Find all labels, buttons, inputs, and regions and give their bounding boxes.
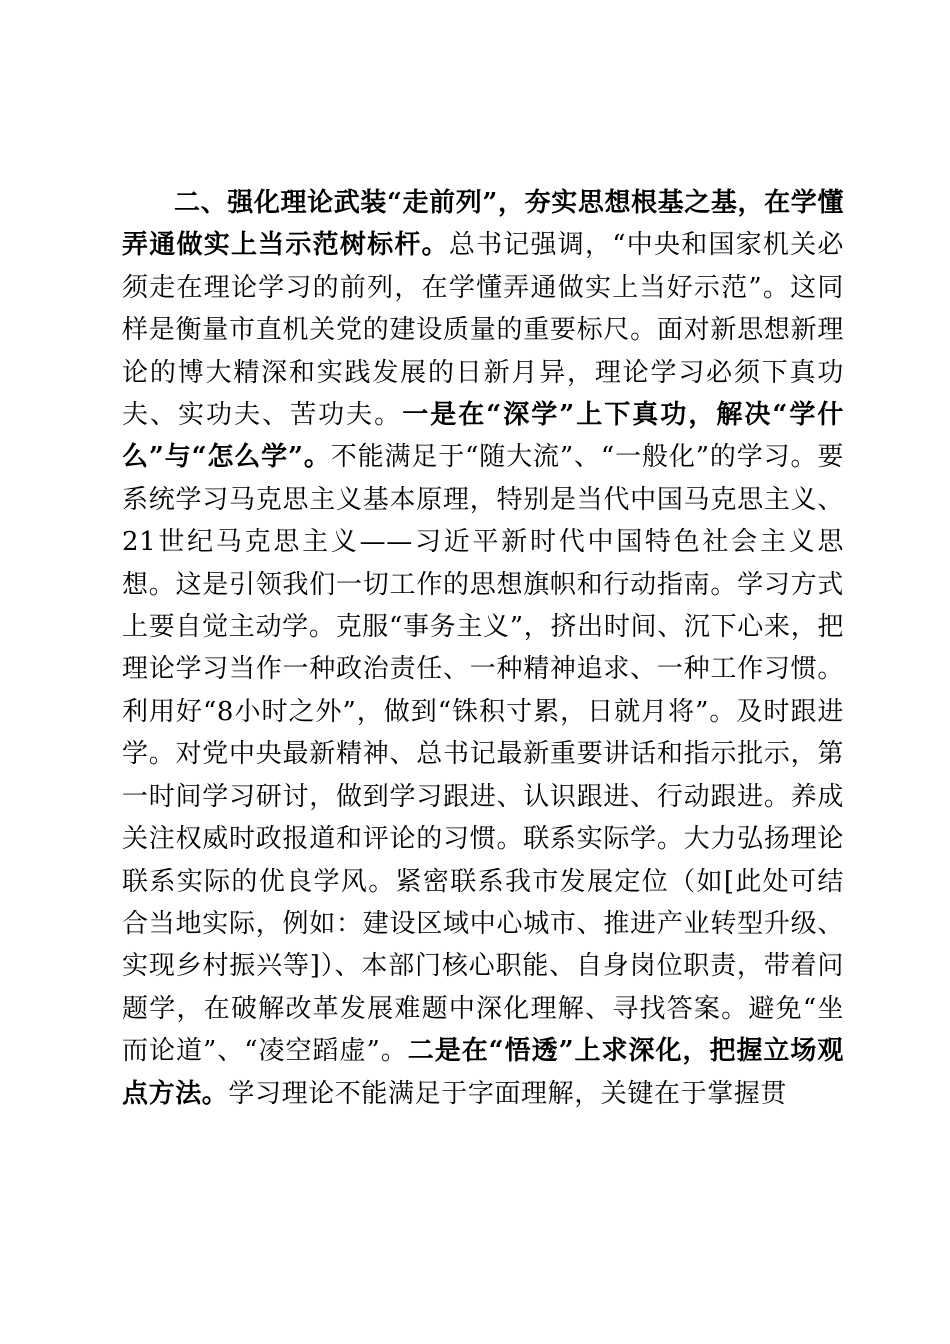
sub-point-heading-2: 二是在“悟透”上求深化，把握立场观点方法。	[122, 1036, 844, 1109]
paragraph-text: 总书记强调，“中央和国家机关必须走在理论学习的前列，在学懂弄通做实上当好示范”。这同样是衡量市直机关党的建设质量的重要标尺。面对新思想新理论的博大精深和实践发展的日新月异，理论学习必须下真功夫、实功夫、苦功夫。	[122, 230, 845, 431]
paragraph-text: 不能满足于“随大流”、“一般化”的学习。要系统学习马克思主义基本原理，特别是当代中国马克思主义、21世纪马克思主义——习近平新时代中国特色社会主义思想。这是引领我们一切工作的思想旗帜和行动指南。学习方式上要自觉主动学。克服“事务主义”，挤出时间、沉下心来，把理论学习当作一种政治责任、一种精神追求、一种工作习惯。利用好“8小时之外”，做到“铢积寸累，日就月将”。及时跟进学。对党中央最新精神、总书记最新重要讲话和指示批示，第一时间学习研讨，做到学习跟进、认识跟进、行动跟进。养成关注权威时政报道和评论的习惯。联系实际学。大力弘扬理论联系实际的优良学风。紧密联系我市发展定位（如[此处可结合当地实际，例如：建设区域中心城市、推进产业转型升级、实现乡村振兴等]）、本部门核心职能、自身岗位职责，带着问题学，在破解改革发展难题中深化理解、寻找答案。避免“坐而论道”、“凌空蹈虚”。	[122, 442, 844, 1067]
sub-point-heading-1: 一是在“深学”上下真功，解决“学什么”与“怎么学”。	[122, 400, 844, 473]
body-paragraph	[122, 182, 844, 1115]
section-heading: 二、强化理论武装“走前列”，夯实思想根基之基，在学懂弄通做实上当示范树标杆。	[122, 188, 844, 261]
paragraph-text: 学习理论不能满足于字面理解，关键在于掌握贯	[228, 1078, 788, 1109]
